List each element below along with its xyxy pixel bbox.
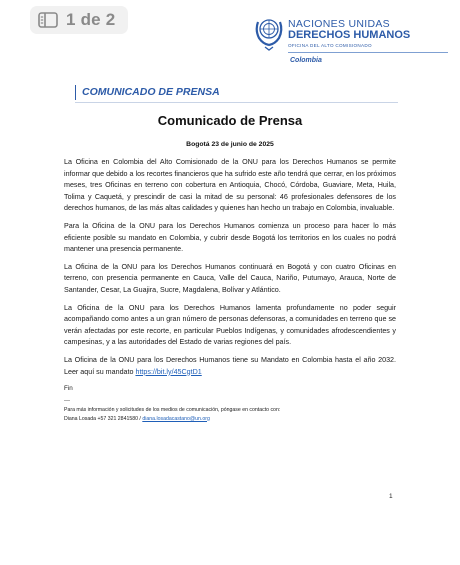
contact-intro: Para más información y solicitudes de los medios de comunicación, póngase en contacto con: (64, 407, 281, 414)
closing-text: Fin (64, 385, 73, 393)
mandate-link[interactable]: https://bit.ly/45CgtD1 (135, 367, 202, 376)
separator: --- (64, 398, 70, 405)
paragraph-5-text: La Oficina de la ONU para los Derechos Humanos tiene su Mandato en Colombia hasta el año 2032. Leer aquí su mandato (64, 355, 396, 376)
press-release-header: COMUNICADO DE PRENSA (75, 85, 220, 100)
logo-line-organization: NACIONES UNIDAS (288, 18, 390, 30)
un-emblem-icon (253, 12, 285, 52)
document-body (64, 157, 396, 423)
contact-email-link[interactable]: diana.losadacastano@un.org (142, 415, 210, 422)
document-date: Bogotá 23 de junio de 2025 (186, 141, 274, 148)
paragraph-5 (64, 355, 396, 378)
sidebar-panel-icon (38, 12, 58, 28)
paragraph-1: La Oficina en Colombia del Alto Comisionado de la ONU para los Derechos Humanos se permite informar que debido a los recortes financieros que ha sufrido este año tendrá que cerrar, en los próximos meses, tres Oficinas en terreno con cobertura en Antioquia, Chocó, Córdoba, Guaviare, Meta, Huila, Tolima y Caquetá, y prescindir de casi la mitad de su personal: 46 profesionales defensores de los derechos humanos, de las más altas calidades y quienes han hecho un trabajo en Colombia, invaluable. (64, 158, 396, 213)
page-indicator[interactable] (30, 6, 128, 34)
paragraph-3: La Oficina de la ONU para los Derechos Humanos continuará en Bogotá y con cuatro Oficinas en terreno, con presencia permanente en Cauca, Valle del Cauca, Nariño, Putumayo, Arauca, Norte de Santander, Cesar, La Guajira, Sucre, Magdalena, Bolívar y Atlántico. (64, 262, 396, 294)
un-human-rights-logo (253, 12, 453, 72)
page-number: 1 (389, 493, 393, 500)
logo-line-office: OFICINA DEL ALTO COMISIONADO (288, 43, 372, 48)
paragraph-4: La Oficina de la ONU para los Derechos Humanos lamenta profundamente no poder seguir acompañando como antes a un gran número de personas defensoras, a comunidades en terreno que se verán afectadas por este recorte, en particular Pueblos Indígenas, y comunidades afrodescendientes y campesinas, y a las autoridades del Estado de varias regiones del país. (64, 303, 396, 347)
logo-line-human-rights: DERECHOS HUMANOS (288, 29, 411, 41)
contact-info (64, 406, 396, 423)
document-title: Comunicado de Prensa (157, 113, 303, 128)
contact-name: Diana Losada +57 321 2841580 / (64, 415, 143, 422)
header-divider (75, 102, 398, 103)
page-indicator-label: 1 de 2 (66, 10, 116, 29)
logo-divider (288, 52, 448, 53)
logo-country: Colombia (290, 57, 322, 64)
paragraph-2: Para la Oficina de la ONU para los Derechos Humanos comienza un proceso para hacer lo más eficiente posible su mandato en Colombia, y cubrir desde Bogotá los territorios en los cuales no podrá mantener una presencia permanente. (64, 221, 396, 254)
